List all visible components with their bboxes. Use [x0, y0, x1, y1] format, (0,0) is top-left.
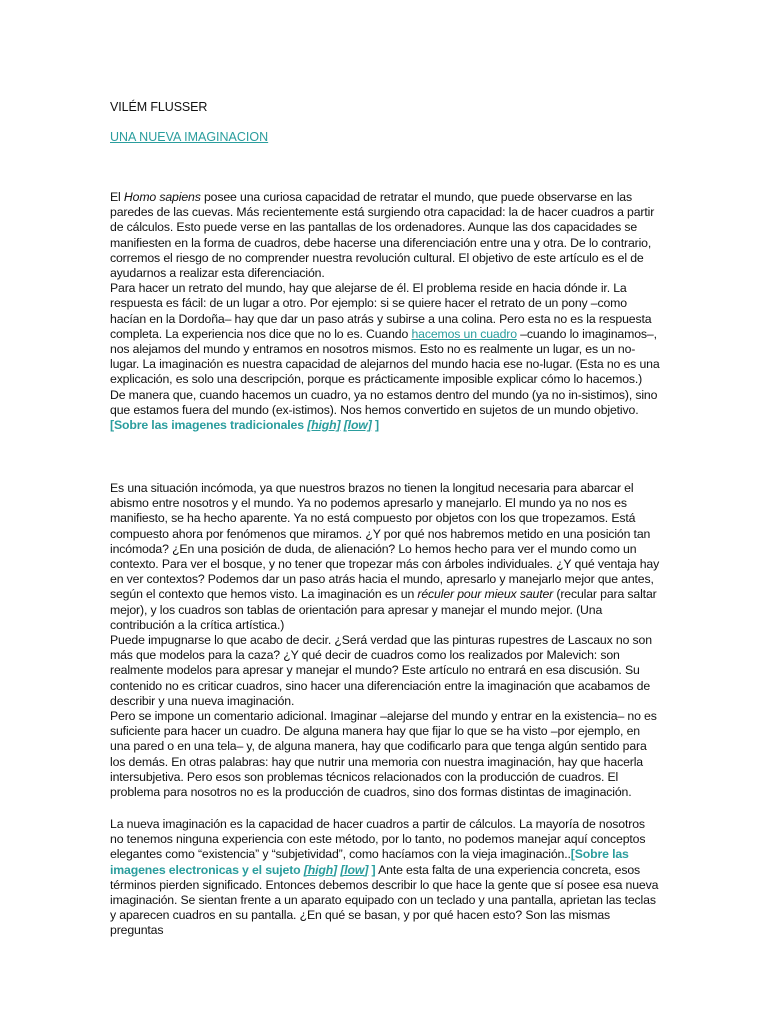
author-name: VILÉM FLUSSER [110, 100, 208, 114]
paragraph: Puede impugnarse lo que acabo de decir. ¿Será verdad que las pinturas rupestres de Lascaux no son más que modelos para la caza? ¿Y qué decir de cuadros como los realizados por Malevich: son realmente modelos para apresar y manejar el mundo? Este artículo no entrará en esa discusión. Su contenido no es criticar cuadros, sino hacer una diferenciación entre la imaginación que acabamos de describir y una nueva imaginación. [110, 633, 652, 708]
text-span: –cuando lo imaginamos–, nos alejamos del mundo y entramos en nosotros mismos. Esto no es realmente un lugar, es un no-lugar. La imaginación es nuestra capacidad de alejarnos del mundo hacia ese no-lugar. (Esta no es una explicación, es solo una descripción, porque es prácticamente imposible explicar cómo lo hacemos.) De manera que, cuando hacemos un cuadro, ya no estamos dentro del mundo (ya no in-sistimos), sino que estamos fuera del mundo (ex-istimos). Nos hemos convertido en sujetos de un mundo objetivo. [110, 326, 660, 417]
low-link[interactable]: [low] [340, 862, 369, 877]
text-span: Ante esta falta de una experiencia concreta, esos términos pierden significado. Entonces debemos describir lo que hace la gente que sí posee esa nueva imaginación. Se sientan frente a un aparato equipado con un teclado y una pantalla, aprietan las teclas y aparecen cuadros en su pantalla. ¿En qué se basan, y por qué hacen esto? Son las mismas preguntas [110, 862, 659, 938]
low-link[interactable]: [low] [343, 418, 372, 433]
reference-label: [Sobre las imagenes tradicionales [110, 418, 308, 433]
paragraph [110, 281, 660, 433]
reference-traditional-images [110, 418, 379, 432]
paragraph: Pero se impone un comentario adicional. Imaginar –alejarse del mundo y entrar en la existencia– no es suficiente para hacer un cuadro. De alguna manera hay que fijar lo que se ha visto –por ejemplo, en una pared o en una tela– y, de alguna manera, hay que codificarlo para que tenga algún sentido para los demás. En otras palabras: hay que nutrir una memoria con nuestra imaginación, hay que hacerla intersubjetiva. Pero esos son problemas técnicos relacionados con la producción de cuadros. El problema para nosotros no es la producción de cuadros, sino dos formas distintas de imaginación. [110, 709, 657, 800]
text-span: posee una curiosa capacidad de retratar el mundo, que puede observarse en las paredes de las cuevas. Más recientemente está surgiendo otra capacidad: la de hacer cuadros a partir de cálculos. Esto puede verse en las pantallas de los ordenadores. Aunque las dos capacidades se manifiesten en la forma de cuadros, debe hacerse una diferenciación entre una y otra. De lo contrario, corremos el riesgo de no comprender nuestra revolución cultural. El objetivo de este artículo es el de ayudarnos a realizar esta diferenciación. [110, 190, 655, 281]
paragraph [110, 817, 660, 939]
text-span: El [110, 190, 124, 204]
reference-close: ] [368, 862, 376, 877]
emphasis-text: Homo sapiens [123, 190, 201, 204]
section-third [110, 817, 660, 939]
text-span: (recular para saltar mejor), y los cuadros son tablas de orientación para apresar y manejar el mundo mejor. (Una contribución a la crítica artística.) [110, 587, 657, 632]
reference-close: ] [371, 418, 379, 433]
high-link[interactable]: [high] [303, 862, 338, 877]
hacemos-un-cuadro-link[interactable]: hacemos un cuadro [411, 326, 517, 341]
text-span: Es una situación incómoda, ya que nuestros brazos no tienen la longitud necesaria para abarcar el abismo entre nosotros y el mundo. Ya no podemos apresarlo y manejarlo. El mundo ya no nos es manifiesto, se ha hecho aparente. Ya no está compuesto por objetos con los que tropezamos. Está compuesto ahora por fenómenos que miramos. ¿Y por qué nos habremos metido en una posición tan incómoda? ¿En una posición de duda, de alienación? Lo hemos hecho para ver el mundo como un contexto. Para ver el bosque, y no tener que tropezar más con árboles individuales. ¿Y qué ventaja hay en ver contextos? Podemos dar un paso atrás hacia el mundo, apresarlo y manejarlo mejor que antes, según el contexto que hemos visto. La imaginación es un [110, 481, 660, 602]
section-intro [110, 190, 660, 433]
paragraph [110, 481, 660, 633]
text-span: La nueva imaginación es la capacidad de hacer cuadros a partir de cálculos. La mayoría de nosotros no tenemos ninguna experiencia con este método, por lo tanto, no podemos manejar aquí conceptos elegantes como “existencia” y “subjetividad”, como hacíamos con la vieja imaginación.. [110, 817, 646, 862]
reference-label: [Sobre las imagenes electronicas y el sujeto [110, 847, 629, 877]
high-link[interactable]: [high] [307, 418, 341, 433]
section-second [110, 481, 660, 800]
article-title-link[interactable]: UNA NUEVA IMAGINACION [110, 130, 269, 144]
emphasis-text: réculer pour mieux sauter [417, 587, 554, 602]
paragraph [110, 190, 660, 281]
text-span: Para hacer un retrato del mundo, hay que alejarse de él. El problema reside en hacia dónde ir. La respuesta es fácil: de un lugar a otro. Por ejemplo: si se quiere hacer el retrato de un pony –como hacían en la Dordoña– hay que dar un paso atrás y subirse a una colina. Pero esta no es la respuesta completa. La experiencia nos dice que no lo es. Cuando [110, 281, 652, 341]
